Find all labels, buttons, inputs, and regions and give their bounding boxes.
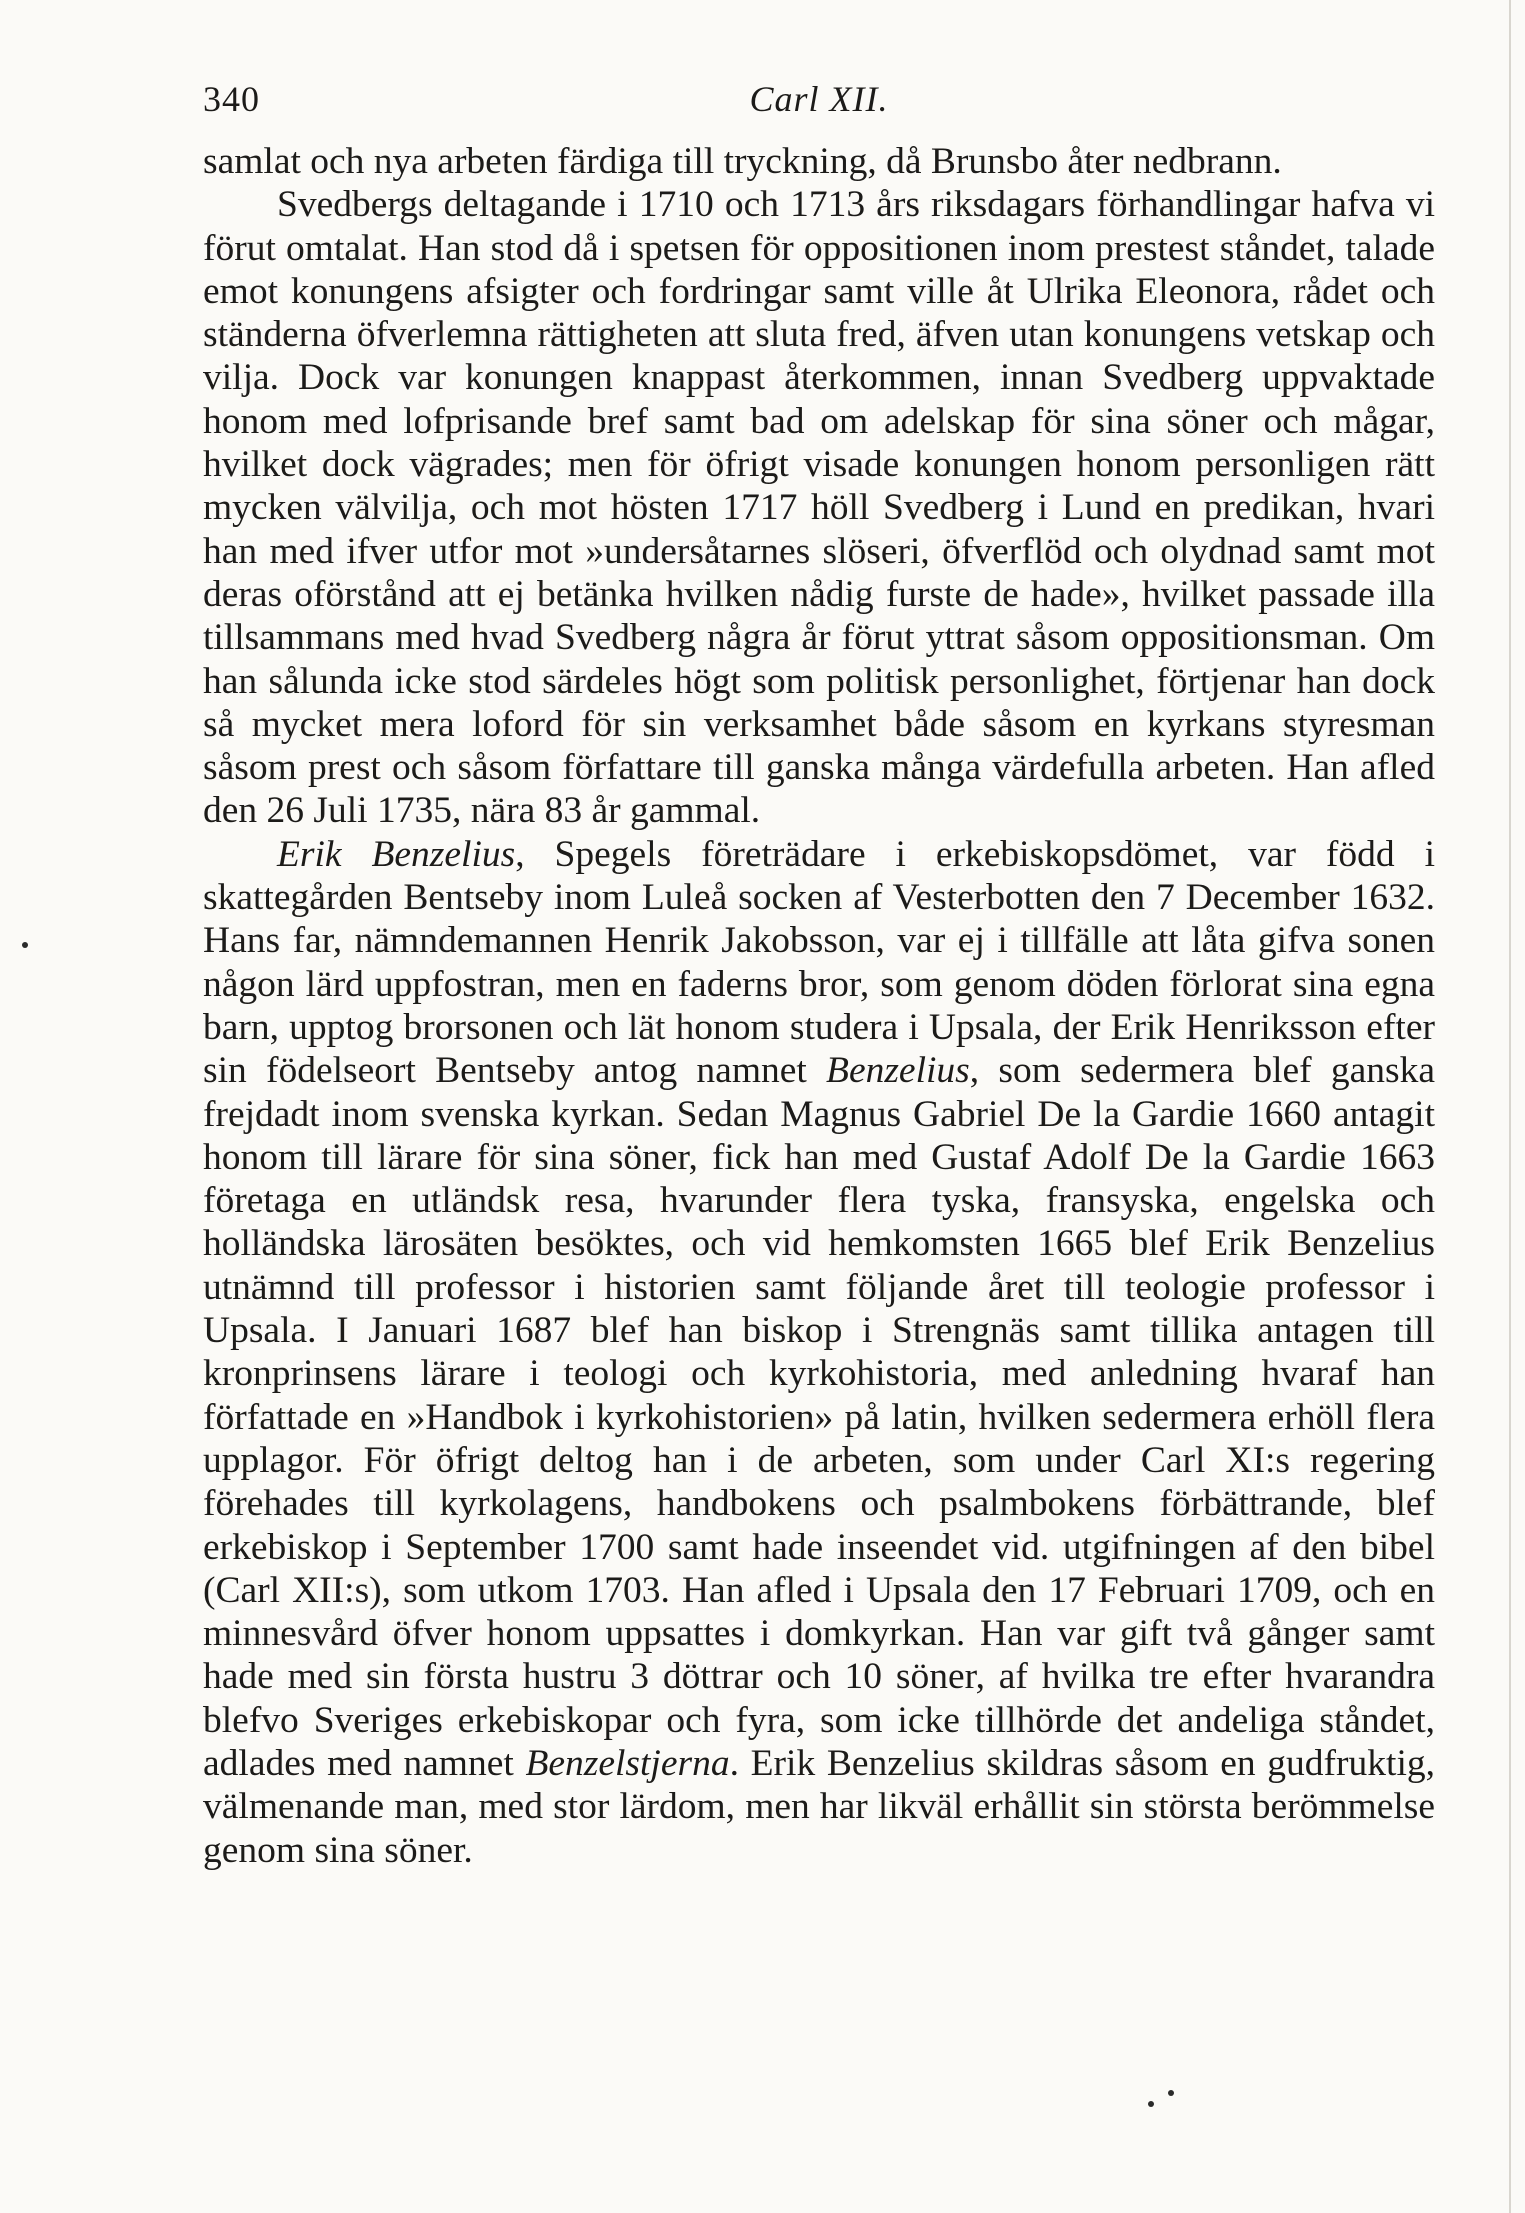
ink-speck xyxy=(1168,2090,1174,2096)
text-segment: , som sedermera blef ganska frejdadt inom svenska kyrkan. Sedan Magnus Gabriel De la Gardie 1660 antagit honom till lärare för sina söner, fick han med Gustaf Adolf De la Gardie 1663 företaga en utländsk resa, hvarunder flera tyska, fransyska, engelska och holländska lärosäten besöktes, och vid hemkomsten 1665 blef Erik Benzelius utnämnd till professor i historien samt följande året till teologie professor i Upsala. I Januari 1687 blef han biskop i Strengnäs samt tillika antagen till kronprinsens lärare i teologi och kyrkohistoria, med anledning hvaraf han författade en »Handbok i kyrkohistorien» på latin, hvilken sedermera erhöll flera upplagor. För öfrigt deltog han i de arbeten, som under Carl XI:s regering förehades till kyrkolagens, handbokens och psalmbokens förbättrande, blef erkebiskop i September 1700 samt hade inseendet vid. utgifningen af den bibel (Carl XII:s), som utkom 1703. Han afled i Upsala den 17 Februari 1709, och en minnesvård öfver honom uppsattes i domkyrkan. Han var gift två gånger samt hade med sin första hustru 3 döttrar och 10 söner, af hvilka tre efter hvarandra blefvo Sveriges erkebiskopar och fyra, som icke tillhörde det andeliga ståndet, adlades med namnet xyxy=(203,1050,1435,1784)
ink-speck xyxy=(1148,2101,1154,2107)
running-title: Carl XII. xyxy=(749,79,889,119)
text-segment: samlat och nya arbeten färdiga till tryckning, då Brunsbo åter nedbrann. xyxy=(203,141,1282,182)
person-name-italic: Erik Benzelius xyxy=(277,833,516,875)
ink-speck xyxy=(22,942,28,948)
page-number: 340 xyxy=(203,79,260,119)
paragraph-1 xyxy=(203,140,1435,183)
person-name-italic: Benzelius xyxy=(826,1050,970,1092)
paragraph-3 xyxy=(203,833,1435,1872)
page-edge xyxy=(1509,0,1511,2213)
text-segment: Svedbergs deltagande i 1710 och 1713 års riksdagars förhandlingar hafva vi förut omtalat. Han stod då i spetsen för oppositionen inom prestest ståndet, talade emot konungens afsigter och fordringar samt ville åt Ulrika Eleonora, rådet och ständerna öfverlemna rättigheten att sluta fred, äfven utan konungens vetskap och vilja. Dock var konungen knappast återkommen, innan Svedberg uppvaktade honom med lofprisande bref samt bad om adelskap för sina söner och mågar, hvilket dock vägrades; men för öfrigt visade konungen honom personligen rätt mycken välvilja, och mot hösten 1717 höll Svedberg i Lund en predikan, hvari han med ifver utfor mot »undersåtarnes slöseri, öfverflöd och olydnad samt mot deras oförstånd att ej betänka hvilken nådig furste de hade», hvilket passade illa tillsammans med hvad Svedberg några år förut yttrat såsom oppositionsman. Om han sålunda icke stod särdeles högt som politisk personlighet, förtjenar han dock så mycket mera loford för sin verksamhet både såsom en kyrkans styresman såsom prest och såsom författare till ganska många värdefulla arbeten. Han afled den 26 Juli 1735, nära 83 år gammal. xyxy=(203,184,1435,832)
text-segment: , Spegels företrädare i erkebiskopsdömet, var född i skattegården Bentseby inom Luleå socken af Vesterbotten den 7 December 1632. Hans far, nämndemannen Henrik Jakobsson, var ej i tillfälle att låta gifva sonen någon lärd uppfostran, men en faderns bror, som genom döden förlorat sina egna barn, upptog brorsonen och lät honom studera i Upsala, der Erik Henriksson efter sin födelseort Bentseby antog namnet xyxy=(203,833,1435,1092)
person-name-italic: Benzelstjerna xyxy=(525,1742,730,1784)
paragraph-2 xyxy=(203,183,1435,832)
body-text xyxy=(203,140,1435,1872)
running-head xyxy=(203,78,1435,126)
text-segment: . Erik Benzelius skildras såsom en gudfruktig, välmenande man, med stor lärdom, men har likväl erhållit sin största berömmelse genom sina söner. xyxy=(203,1742,1435,1871)
